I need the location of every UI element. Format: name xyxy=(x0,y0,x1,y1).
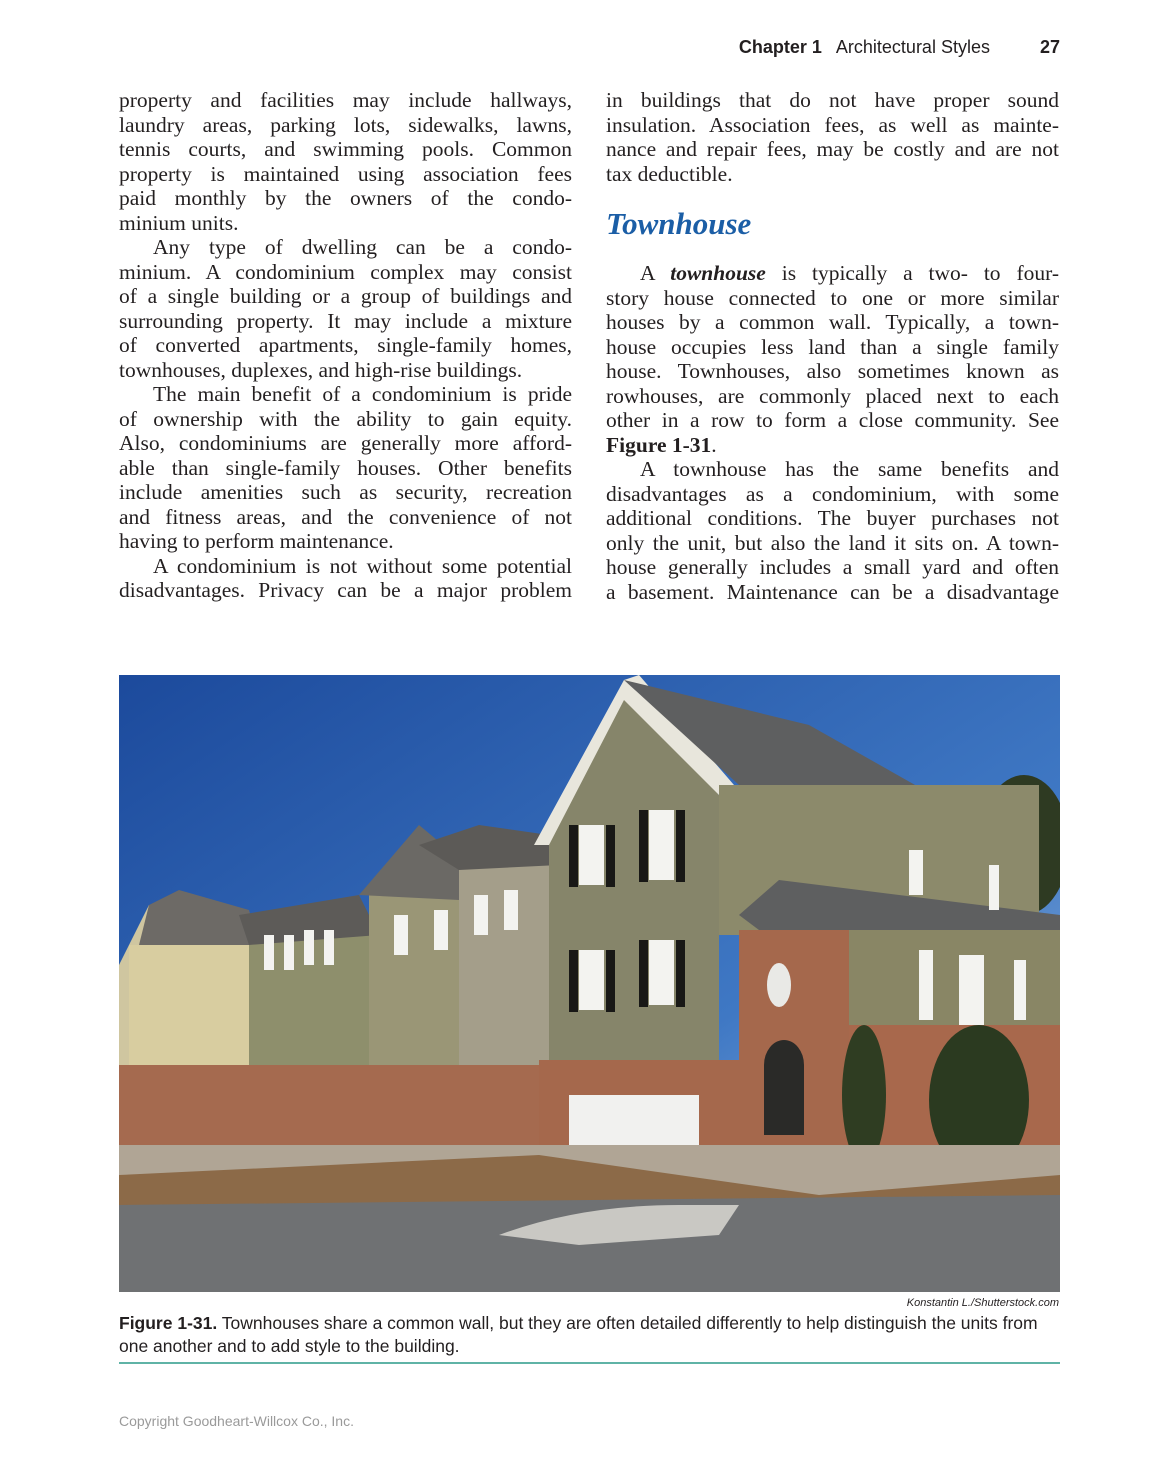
text-line: other in a row to form a close community. See xyxy=(606,408,1059,432)
text-line: A townhouse has the same benefits and xyxy=(640,457,1059,481)
text-line: Also, condominiums are generally more afford- xyxy=(119,431,572,455)
section-heading: Townhouse xyxy=(606,206,752,241)
figure-caption xyxy=(119,1312,1060,1358)
photo-credit: Konstantin L./Shutterstock.com xyxy=(906,1297,1059,1309)
caption-text: Townhouses share a common wall, but they are often detailed differently to help distinguish the units from one another and to add style to the building. xyxy=(119,1313,1038,1356)
text-line: include amenities such as security, recreation xyxy=(119,480,572,504)
chapter-label: Chapter 1 xyxy=(738,37,822,57)
text-line: tennis courts, and swimming pools. Common xyxy=(119,137,572,161)
text-line: only the unit, but also the land it sits on. A town- xyxy=(606,530,1059,555)
text-line: disadvantages as a condominium, with some xyxy=(606,481,1059,506)
text-line: property and facilities may include hallways, xyxy=(119,88,572,112)
text-line: story house connected to one or more similar xyxy=(606,285,1059,310)
townhouse-photo xyxy=(119,675,1060,1292)
text-line: paid monthly by the owners of the condo- xyxy=(119,186,572,210)
text-line: of converted apartments, single-family homes, xyxy=(119,333,572,357)
text-line: laundry areas, parking lots, sidewalks, lawns, xyxy=(119,112,572,137)
chapter-title: Architectural Styles xyxy=(835,37,990,57)
text-line: minium. A condominium complex may consist xyxy=(119,259,572,284)
text-line: tax deductible. xyxy=(606,161,733,186)
text-line: Figure 1-31. xyxy=(606,432,717,457)
text-line: A condominium is not without some potential xyxy=(153,553,572,578)
text-line: in buildings that do not have proper sound xyxy=(606,88,1059,112)
text-line: having to perform maintenance. xyxy=(119,529,394,553)
text-line: property is maintained using association fees xyxy=(119,161,572,186)
text-line: and fitness areas, and the convenience of not xyxy=(119,504,572,529)
figure-label: Figure 1-31. xyxy=(119,1313,218,1333)
text-line: disadvantages. Privacy can be a major problem xyxy=(119,578,572,602)
text-line: house generally includes a small yard and often xyxy=(606,555,1059,579)
right-column xyxy=(606,88,1059,604)
copyright-notice: Copyright Goodheart-Willcox Co., Inc. xyxy=(119,1413,354,1429)
text-line: of a single building or a group of buildings and xyxy=(119,284,572,308)
key-term: townhouse xyxy=(670,261,766,285)
caption-rule xyxy=(119,1362,1060,1364)
figure-reference: Figure 1-31 xyxy=(606,432,712,457)
text-line: minium units. xyxy=(119,210,239,235)
text-line: The main benefit of a condominium is pride xyxy=(153,382,572,406)
text-line: house occupies less land than a single family xyxy=(606,334,1059,359)
text-line: Any type of dwelling can be a condo- xyxy=(153,235,572,259)
text-line: A townhouse is typically a two- to four- xyxy=(640,261,1059,285)
running-header xyxy=(739,37,1060,58)
text-line: house. Townhouses, also sometimes known as xyxy=(606,359,1059,383)
text-line: of ownership with the ability to gain equity. xyxy=(119,406,572,431)
text-line: nance and repair fees, may be costly and are not xyxy=(606,137,1059,161)
text-line: a basement. Maintenance can be a disadvantage xyxy=(606,579,1059,604)
page-number: 27 xyxy=(1039,37,1060,57)
left-column xyxy=(119,88,572,603)
text-line: rowhouses, are commonly placed next to each xyxy=(606,383,1059,408)
text-line: surrounding property. It may include a mixture xyxy=(119,308,572,333)
text-line: townhouses, duplexes, and high-rise buildings. xyxy=(119,357,523,382)
text-line: able than single-family houses. Other benefits xyxy=(119,455,572,480)
text-line: houses by a common wall. Typically, a town- xyxy=(606,310,1059,334)
text-line: insulation. Association fees, as well as mainte- xyxy=(606,112,1059,137)
text-line: additional conditions. The buyer purchases not xyxy=(606,506,1059,530)
